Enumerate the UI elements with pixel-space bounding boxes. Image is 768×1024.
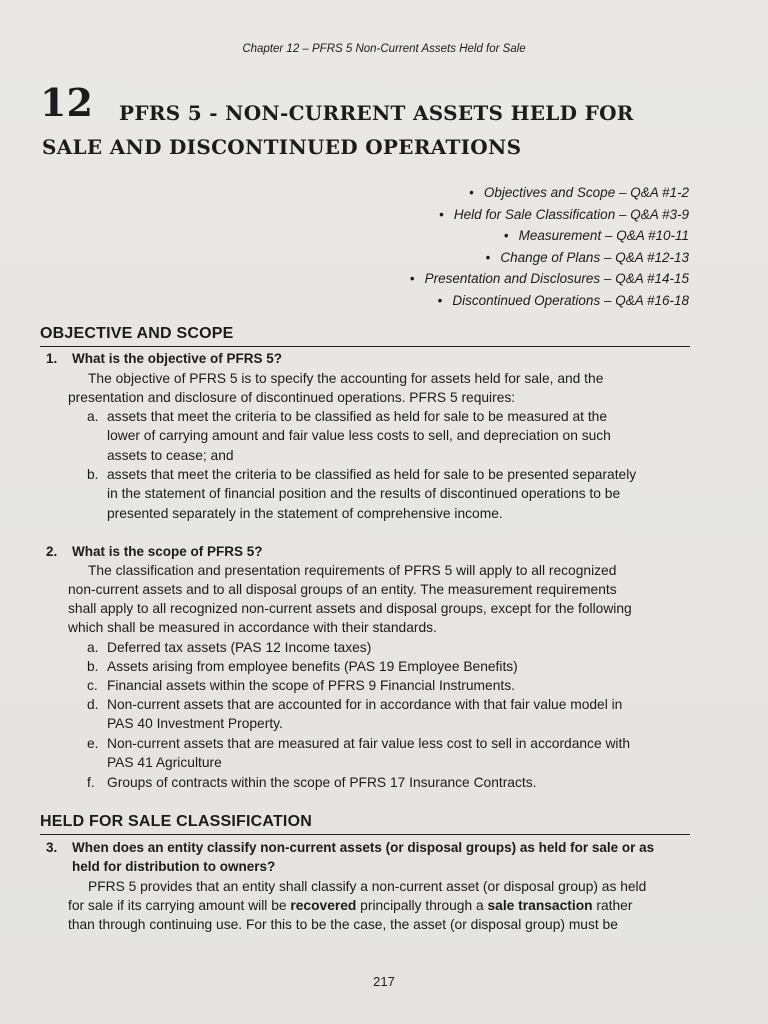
chapter-title-line-1: PFRS 5 - NON-CURRENT ASSETS HELD FOR [119, 101, 634, 125]
q1-paragraph-line: The objective of PFRS 5 is to specify the accounting for assets held for sale, and the [88, 371, 604, 386]
list-line: presented separately in the statement of comprehensive income. [107, 505, 503, 521]
question-text-continued: held for distribution to owners? [72, 859, 276, 874]
q3-paragraph-line: PFRS 5 provides that an entity shall classify a non-current asset (or disposal group) as held [88, 879, 647, 894]
list-item [87, 734, 630, 773]
question-number: 1. [46, 351, 58, 366]
list-item [87, 465, 637, 523]
q2-paragraph-line: The classification and presentation requirements of PFRS 5 will apply to all recognized [88, 563, 617, 578]
list-letter: f. [87, 775, 95, 790]
bullet-icon: • [437, 292, 443, 308]
q2-paragraph-line: non-current assets and to all disposal groups of an entity. The measurement requirements [68, 582, 617, 597]
list-line: Assets arising from employee benefits (PAS 19 Employee Benefits) [107, 659, 518, 674]
list-item [87, 407, 611, 465]
topic-item: • Presentation and Disclosures – Q&A #14-15 [409, 271, 689, 286]
list-line: Groups of contracts within the scope of PFRS 17 Insurance Contracts. [107, 775, 537, 790]
list-line: lower of carrying amount and fair value less costs to sell, and depreciation on such [107, 428, 611, 444]
emphasis-sale-transaction: sale transaction [487, 898, 593, 913]
topic-item: • Discontinued Operations – Q&A #16-18 [437, 292, 689, 308]
q3-paragraph-line: than through continuing use. For this to be the case, the asset (or disposal group) must be [68, 917, 618, 932]
topic-item: • Change of Plans – Q&A #12-13 [485, 249, 689, 265]
list-line: assets to cease; and [107, 447, 234, 463]
list-line: PAS 41 Agriculture [107, 755, 222, 771]
list-letter: e. [87, 736, 99, 751]
section-heading-held-for-sale: HELD FOR SALE CLASSIFICATION [40, 813, 312, 830]
list-item [87, 638, 372, 657]
list-item [87, 676, 515, 695]
section-heading-objective-scope: OBJECTIVE AND SCOPE [40, 325, 234, 342]
q2-paragraph-line: which shall be measured in accordance with their standards. [68, 620, 437, 635]
page-number: 217 [373, 974, 395, 989]
q3-paragraph-line: for sale if its carrying amount will be recovered principally through a sale transaction rather [68, 898, 633, 913]
running-head: Chapter 12 – PFRS 5 Non-Current Assets Held for Sale [242, 43, 526, 55]
question-text: What is the objective of PFRS 5? [72, 351, 283, 366]
question-3 [46, 838, 654, 857]
list-letter: a. [87, 409, 99, 424]
emphasis-recovered: recovered [290, 898, 357, 913]
question-text: What is the scope of PFRS 5? [72, 544, 263, 559]
list-letter: c. [87, 678, 98, 693]
list-line: assets that meet the criteria to be classified as held for sale to be measured at the [107, 409, 608, 424]
section-rule [40, 834, 690, 835]
list-line: PAS 40 Investment Property. [107, 716, 283, 732]
list-letter: d. [87, 697, 99, 712]
list-item [87, 657, 518, 676]
bullet-icon: • [409, 271, 415, 286]
list-line: in the statement of financial position and the results of discontinued operations to be [107, 486, 621, 502]
bullet-icon: • [439, 206, 444, 222]
list-item [87, 695, 623, 734]
list-item [87, 773, 537, 792]
q1-paragraph-line: presentation and disclosure of discontinued operations. PFRS 5 requires: [68, 390, 516, 405]
question-text: When does an entity classify non-current assets (or disposal groups) as held for sale or as [72, 840, 655, 855]
bullet-icon: • [485, 249, 491, 265]
question-1 [46, 349, 282, 368]
list-letter: b. [87, 467, 99, 482]
question-number: 3. [46, 840, 58, 855]
list-line: assets that meet the criteria to be classified as held for sale to be presented separately [107, 467, 637, 482]
list-line: Financial assets within the scope of PFRS 9 Financial Instruments. [107, 678, 515, 693]
bullet-icon: • [503, 228, 509, 243]
list-letter: a. [87, 640, 99, 655]
topics-list [269, 182, 689, 311]
list-line: Deferred tax assets (PAS 12 Income taxes) [107, 640, 372, 655]
chapter-title-line-2: SALE AND DISCONTINUED OPERATIONS [42, 135, 522, 159]
list-line: Non-current assets that are measured at fair value less cost to sell in accordance with [107, 736, 630, 751]
topic-item: • Held for Sale Classification – Q&A #3-9 [439, 206, 689, 222]
q2-paragraph-line: shall apply to all recognized non-current assets and disposal groups, except for the following [68, 601, 632, 616]
section-rule [40, 346, 690, 347]
topic-item: • Objectives and Scope – Q&A #1-2 [469, 185, 689, 200]
bullet-icon: • [469, 185, 474, 200]
list-line: Non-current assets that are accounted for in accordance with that fair value model in [107, 697, 623, 712]
chapter-number: 12 [40, 80, 93, 125]
list-letter: b. [87, 659, 99, 674]
question-2 [46, 542, 263, 561]
question-number: 2. [46, 544, 58, 559]
topic-item: • Measurement – Q&A #10-11 [503, 228, 689, 243]
